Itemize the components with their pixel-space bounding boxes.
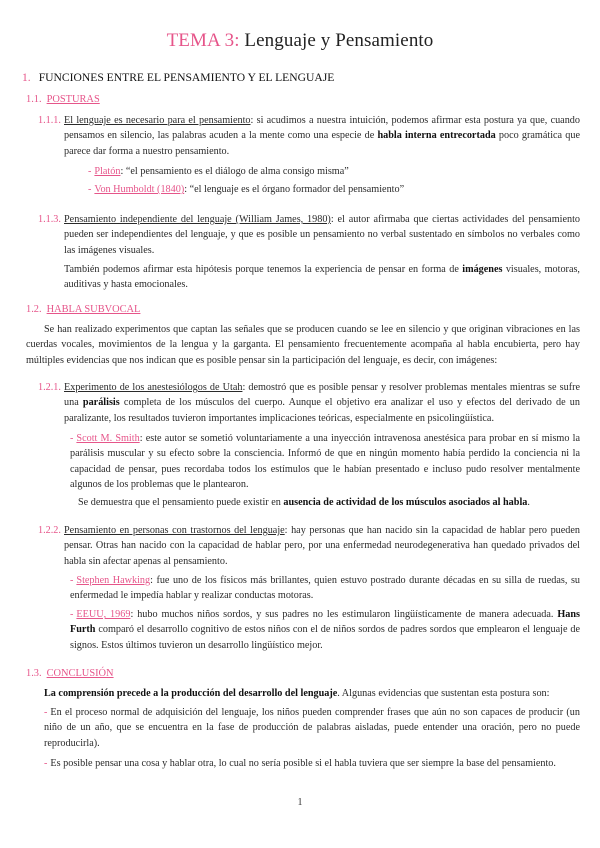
item-1-1-3-lead: Pensamiento independiente del lenguaje (William James, 1980) <box>64 214 331 225</box>
item-1-2-1-number: 1.2.1. <box>38 382 61 393</box>
title-text: Lenguaje y Pensamiento <box>239 30 434 51</box>
item-1-2-1-paragraph <box>64 380 580 426</box>
platon-quote: : “el pensamiento es el diálogo de alma consigo misma” <box>120 166 349 177</box>
list-item <box>44 756 580 771</box>
section-1-title: FUNCIONES ENTRE EL PENSAMIENTO Y EL LENGUAJE <box>38 71 335 84</box>
item-1-1-1-lead: El lenguaje es necesario para el pensamiento <box>64 115 251 126</box>
item-1-2-1-conclusion <box>78 495 578 510</box>
followup-text-end: visuales, motoras, auditivas y hasta emocionales. <box>64 264 580 291</box>
bullet-eeuu-1969 <box>70 607 580 653</box>
eeuu-text: : hubo muchos niños sordos, y sus padres no les estimularon lingüísticamente de manera adecuada. <box>130 609 558 620</box>
platon-link[interactable]: Platón <box>94 166 121 177</box>
list-item-text: En el proceso normal de adquisición del lenguaje, los niños pueden comprender frases que aún no son capaces de producir (un niño de un año, que se encuentra en la fase de producción de palabras aisladas, puede entender una oración, pero no puede reproducirla). <box>44 707 580 749</box>
conclusion-bold: ausencia de actividad de los músculos asociados al habla <box>283 497 528 508</box>
conclusion-end: . <box>527 497 530 508</box>
followup-bold: imágenes <box>462 264 503 275</box>
item-1-1-1-number: 1.1.1. <box>38 115 61 126</box>
dash-marker: - <box>70 575 74 586</box>
item-1-1-3-paragraph <box>64 212 580 258</box>
section-1-3-lead <box>44 686 580 701</box>
humboldt-quote: : “el lenguaje es el órgano formador del pensamiento” <box>184 184 405 195</box>
item-1-2-1-lead: Experimento de los anestesiólogos de Utah <box>64 382 243 393</box>
section-1-2-heading <box>26 304 140 315</box>
quote-platon <box>88 164 578 179</box>
scott-smith-text: : este autor se sometió voluntariamente a una inyección intravenosa anestésica para probar en sí mismo la parálisis muscular y su efecto sobre la consciencia. Informó de que en ningún momento había perdido la conciencia ni la capacidad de pensar, pues recordaba todos los estímulos que le habían presentado e incluso pudo resolver mentalmente algunos de los problemas que le plantearon. <box>70 433 580 491</box>
followup-text: También podemos afirmar esta hipótesis porque tenemos la experiencia de pensar en forma de <box>64 264 463 275</box>
section-1-3-title: CONCLUSIÓN <box>46 668 114 679</box>
item-1-2-2-lead: Pensamiento en personas con trastornos del lenguaje <box>64 525 285 536</box>
bullet-stephen-hawking <box>70 573 580 604</box>
dash-marker: - <box>88 184 92 195</box>
conclusion-text: Se demuestra que el pensamiento puede existir en <box>78 497 284 508</box>
section-1-3-lead-text: . Algunas evidencias que sustentan esta postura son: <box>337 688 550 699</box>
item-1-1-1-text: : si acudimos a nuestra intuición, podemos afirmar esta postura ya que, cuando pensamos en silencio, las palabras acuden a la mente como una especie de <box>64 115 580 142</box>
section-1-number: 1. <box>22 71 31 84</box>
section-1-heading <box>22 71 334 84</box>
item-1-2-1-bold: parálisis <box>82 397 120 409</box>
item-1-2-2-paragraph <box>64 523 580 569</box>
quote-humboldt <box>88 182 578 197</box>
dash-marker: - <box>70 433 74 444</box>
dash-marker: - <box>44 758 48 769</box>
dash-marker: - <box>88 166 92 177</box>
bullet-scott-smith <box>70 431 580 493</box>
list-item-text: Es posible pensar una cosa y hablar otra, lo cual no sería posible si el habla tuviera que ser siempre la base del pensamiento. <box>50 758 556 769</box>
section-1-3-heading <box>26 668 114 679</box>
item-1-1-1-text-end: poco gramática que parece dar forma a nuestro pensamiento. <box>64 130 580 157</box>
item-1-1-3-followup <box>64 262 580 293</box>
list-item <box>44 705 580 751</box>
page-title <box>0 30 600 52</box>
section-1-3-number: 1.3. <box>26 668 42 679</box>
item-1-2-1-text-end: completa de los músculos del cuerpo. Aunque el objetivo era analizar el uso y efectos del derivado de un paralizante, los resultados tuvieron importantes implicaciones teóricas, especialmente en psicolingüística. <box>64 397 580 424</box>
page-number: 1 <box>297 797 303 808</box>
humboldt-link[interactable]: Von Humboldt (1840) <box>94 184 185 195</box>
item-1-2-1-text: : demostró que es posible pensar y resolver problemas mentales mientras se sufre una <box>64 382 580 409</box>
section-1-2-intro: Se han realizado experimentos que captan las señales que se producen cuando se lee en silencio y que originan vibraciones en las cuerdas vocales, movimientos de la lengua y la garganta. El pensamiento frecuentemente acompaña al habla encubierta, pero hay múltiples evidencias que nos indican que es posible pensar sin la participación del lenguaje, es decir, con imágenes: <box>26 324 580 366</box>
section-1-2-title: HABLA SUBVOCAL <box>46 304 141 315</box>
dash-marker: - <box>44 707 48 718</box>
dash-marker: - <box>70 609 74 620</box>
stephen-hawking-text: : fue uno de los físicos más brillantes, quien estuvo postrado durante décadas en su silla de ruedas, su enfermedad le impedía hablar y realizar conductas motoras. <box>70 575 580 602</box>
item-1-2-2-text: : hay personas que han nacido sin la capacidad de hablar pero pueden pensar. Otras han nacido con la capacidad de hablar pero, por una enfermedad neurodegenerativa han quedado privados del habla sin afectar apenas al pensamiento. <box>64 525 580 567</box>
item-1-2-2-number: 1.2.2. <box>38 525 61 536</box>
section-1-1-heading <box>26 94 100 105</box>
item-1-1-1-paragraph <box>64 113 580 159</box>
item-1-1-3-text: : el autor afirmaba que ciertas actividades del pensamiento pueden ser independientes del lenguaje, y que es posible un pensamiento no verbal sustentado en símbolos no verbales como las imágenes visuales. <box>64 214 581 256</box>
section-1-1-number: 1.1. <box>26 94 42 105</box>
section-1-2-number: 1.2. <box>26 304 42 315</box>
hans-furth-bold: Hans Furth <box>70 609 580 636</box>
section-1-3-lead-bold: La comprensión precede a la producción del desarrollo del lenguaje <box>44 688 338 699</box>
section-1-1-title: POSTURAS <box>46 94 100 105</box>
scott-smith-link[interactable]: Scott M. Smith <box>76 433 140 444</box>
title-prefix: TEMA 3: <box>166 30 240 51</box>
eeuu-text-end: comparó el desarrollo cognitivo de estos niños con el de niños sordos de padres sordos que emplearon el lenguaje de signos. Estos últimos tuvieron un desarrollo lingüístico mejor. <box>70 624 580 651</box>
item-1-1-1-bold: habla interna entrecortada <box>377 130 496 142</box>
eeuu-1969-link[interactable]: EEUU, 1969 <box>76 609 131 620</box>
item-1-1-3-number: 1.1.3. <box>38 214 61 225</box>
stephen-hawking-link[interactable]: Stephen Hawking <box>76 575 151 586</box>
